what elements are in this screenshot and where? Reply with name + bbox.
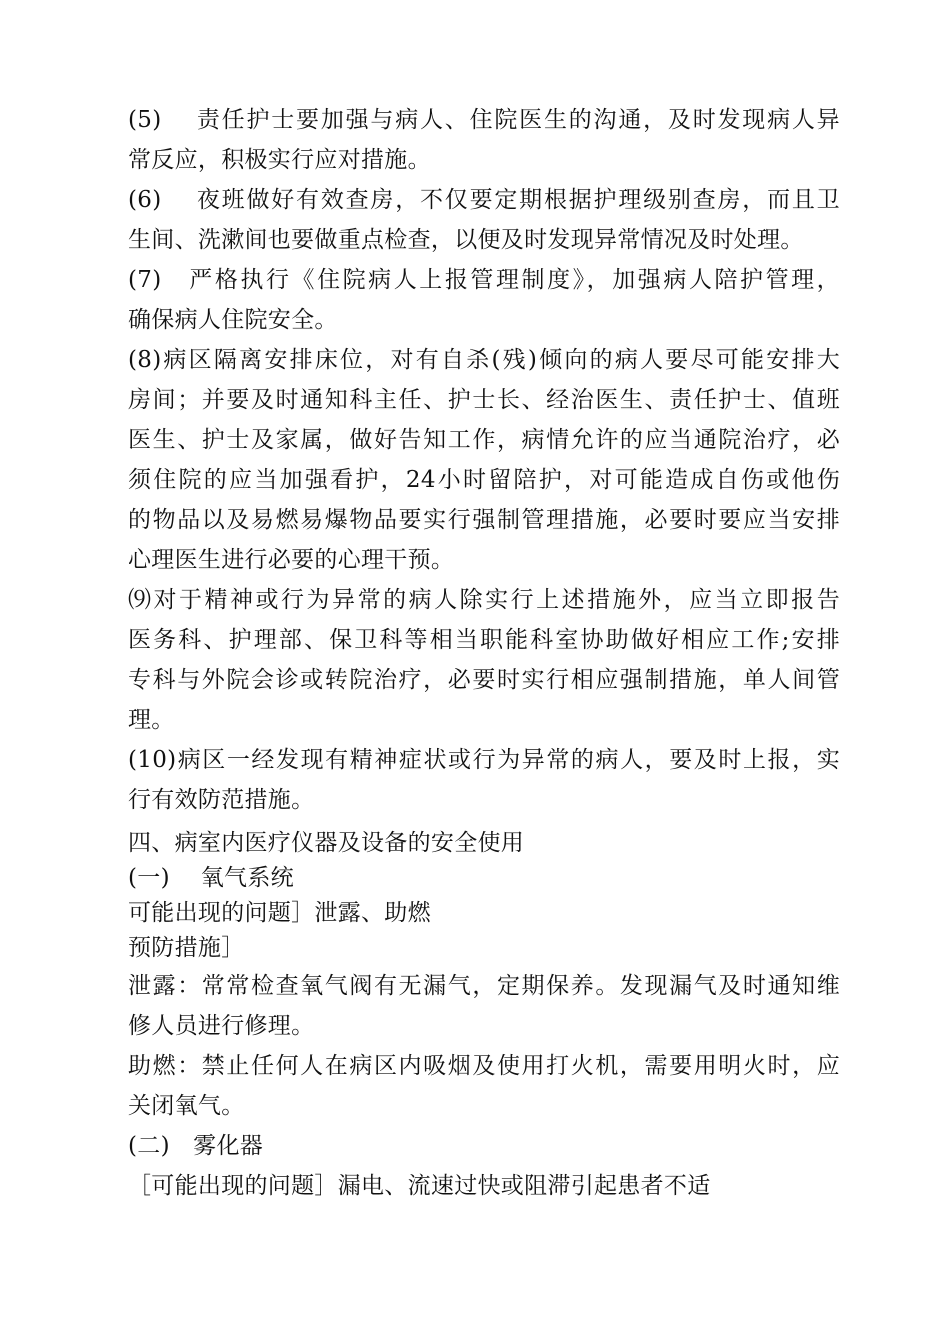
text-line: 理。: [128, 707, 175, 733]
text-line: 泄露：常常检查氧气阀有无漏气，定期保养。发现漏气及时通知维: [128, 973, 840, 999]
paragraph-8: [128, 340, 840, 580]
text-line: 常反应，积极实行应对措施。: [128, 147, 431, 173]
text-line: ⑼对于精神或行为异常的病人除实行上述措施外，应当立即报告: [128, 587, 840, 613]
text-line: 专科与外院会诊或转院治疗，必要时实行相应强制措施，单人间管: [128, 667, 840, 693]
text-line: 修人员进行修理。: [128, 1013, 315, 1039]
problem-line: 可能出现的问题］泄露、助燃: [128, 900, 431, 926]
text-line: (5) 责任护士要加强与病人、住院医生的沟通，及时发现病人异: [128, 107, 840, 133]
text-line: 生间、洗漱间也要做重点检查，以便及时发现异常情况及时处理。: [128, 227, 804, 253]
leak-paragraph: [128, 966, 840, 1046]
text-line: (7) 严格执行《住院病人上报管理制度》，加强病人陪护管理，: [128, 267, 840, 293]
document-page: [128, 100, 840, 1206]
text-line: 须住院的应当加强看护，24小时留陪护，对可能造成自伤或他伤: [128, 467, 840, 493]
paragraph-6: [128, 180, 840, 260]
text-line: (8)病区隔离安排床位，对有自杀(残)倾向的病人要尽可能安排大: [128, 347, 840, 373]
section-heading: 四、病室内医疗仪器及设备的安全使用: [128, 830, 525, 856]
text-line: 心理医生进行必要的心理干预。: [128, 547, 455, 573]
paragraph-5: [128, 100, 840, 180]
text-line: 医生、护士及家属，做好告知工作，病情允许的应当通院治疗，必: [128, 427, 840, 453]
prevention-line: 预防措施］: [128, 935, 245, 961]
text-line: 行有效防范措施。: [128, 787, 315, 813]
text-line: 的物品以及易燃易爆物品要实行强制管理措施，必要时要应当安排: [128, 507, 840, 533]
text-line: (6) 夜班做好有效查房，不仅要定期根据护理级别查房，而且卫: [128, 187, 840, 213]
paragraph-9: [128, 580, 840, 740]
subsection-oxygen: (一) 氧气系统: [128, 865, 294, 891]
problem-line-nebulizer: ［可能出现的问题］漏电、流速过快或阻滞引起患者不适: [128, 1173, 711, 1199]
paragraph-10: [128, 740, 840, 820]
paragraph-7: [128, 260, 840, 340]
text-line: 助燃：禁止任何人在病区内吸烟及使用打火机，需要用明火时，应: [128, 1053, 840, 1079]
subsection-nebulizer: (二) 雾化器: [128, 1133, 264, 1159]
text-line: 确保病人住院安全。: [128, 307, 338, 333]
text-line: 房间；并要及时通知科主任、护士长、经治医生、责任护士、值班: [128, 387, 840, 413]
text-line: (10)病区一经发现有精神症状或行为异常的病人，要及时上报，实: [128, 747, 840, 773]
combustion-paragraph: [128, 1046, 840, 1126]
text-line: 关闭氧气。: [128, 1093, 245, 1119]
text-line: 医务科、护理部、保卫科等相当职能科室协助做好相应工作;安排: [128, 627, 840, 653]
